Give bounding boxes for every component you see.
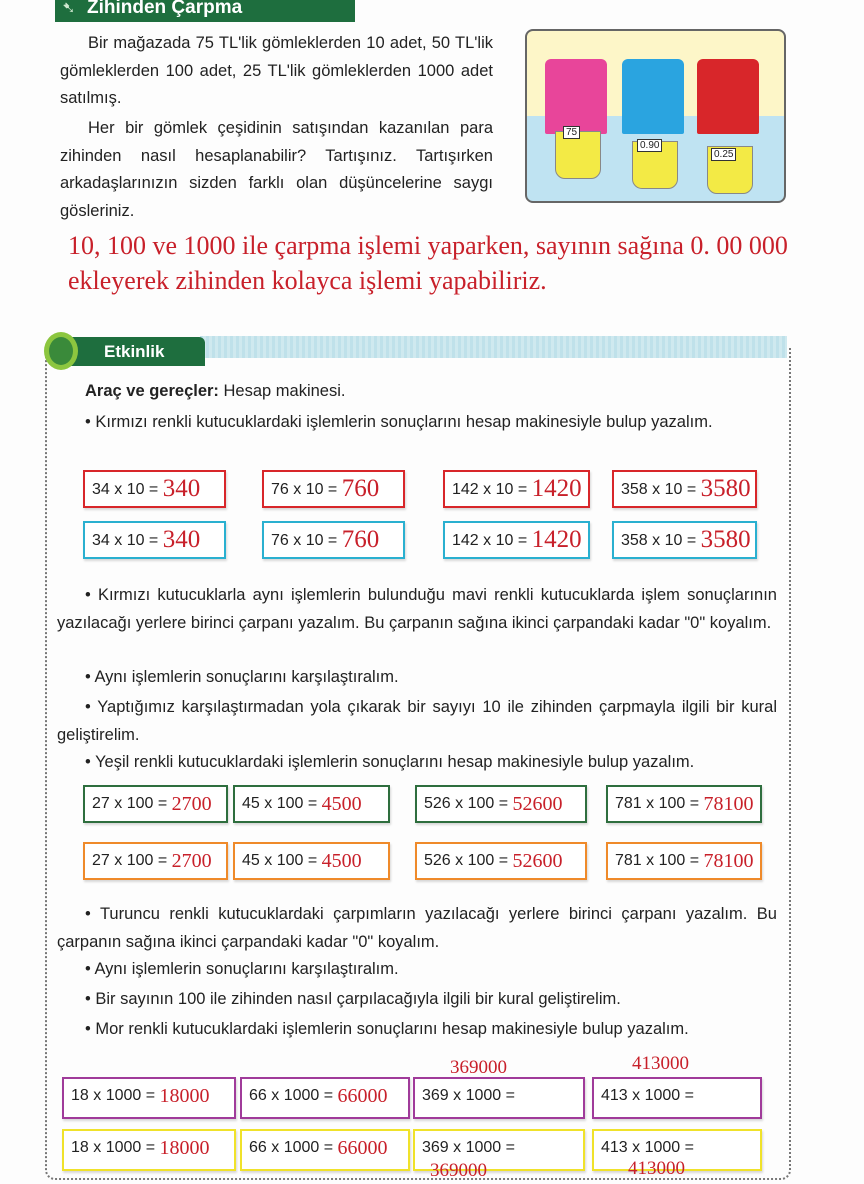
expression: 18 x 1000 = (71, 1087, 156, 1104)
green-exercise-box (415, 785, 587, 823)
orange-exercise-box (606, 842, 762, 880)
instruction-rule-100: • Bir sayının 100 ile zihinden nasıl çarpılacağıyla ilgili bir kural geliştirelim. (85, 990, 621, 1008)
purple-exercise-box (240, 1077, 410, 1119)
expression: 142 x 10 = (452, 481, 528, 498)
answer: 2700 (171, 793, 212, 815)
yellow-exercise-box (62, 1129, 236, 1171)
cycle-icon (44, 332, 78, 370)
orange-exercise-box (233, 842, 390, 880)
materials-value: Hesap makinesi. (223, 382, 346, 400)
green-exercise-box (606, 785, 762, 823)
materials-line (57, 378, 777, 406)
section-title: Zihinden Çarpma (55, 0, 355, 22)
answer: 760 (341, 475, 380, 502)
shirts-illustration (525, 29, 786, 203)
expression: 526 x 100 = (424, 795, 509, 812)
expression: 45 x 100 = (242, 852, 318, 869)
instruction-green: • Yeşil renkli kutucuklardaki işlemlerin sonuçlarını hesap makinesiyle bulup yazalım. (85, 753, 695, 771)
red-exercise-box (83, 470, 226, 508)
expression: 413 x 1000 = (601, 1139, 694, 1156)
instruction-compare-2: • Aynı işlemlerin sonuçlarını karşılaştıralım. (85, 960, 399, 978)
instruction-blue: • Kırmızı kutucuklarla aynı işlemlerin bulunduğu mavi renkli kutucuklarda işlem sonuçlarının yazılacağı yerlere birinci çarpanı yazalım. Bu çarpanın sağına ikinci çarpandaki kadar "0" koyalım. (57, 586, 777, 632)
blue-exercise-box (83, 521, 226, 559)
blue-exercise-box (612, 521, 757, 559)
purple-exercise-box (62, 1077, 236, 1119)
handwritten-answer: 369000 (450, 1057, 507, 1078)
blue-shirt (622, 59, 684, 134)
expression: 18 x 1000 = (71, 1139, 156, 1156)
expression: 526 x 100 = (424, 852, 509, 869)
answer: 78100 (703, 850, 754, 872)
answer: 18000 (159, 1137, 210, 1159)
blue-exercise-box (443, 521, 590, 559)
handwritten-note: 10, 100 ve 1000 ile çarpma işlemi yaparken, sayının sağına 0. 00 000 ekleyerek zihinden kolayca işlemi yapabiliriz. (68, 231, 788, 295)
expression: 66 x 1000 = (249, 1087, 334, 1104)
price-tag: 0.90 (637, 139, 662, 152)
price-tag: 75 (563, 126, 580, 139)
intro-paragraph-2: Her bir gömlek çeşidinin satışından kazanılan para zihinden nasıl hesaplanabilir? Tartışınız. Tartışırken arkadaşlarınızın sizden farklı olan düşüncelerine saygı gösleriniz. (60, 119, 493, 220)
red-exercise-box (262, 470, 405, 508)
arrow-icon: ➷ (62, 0, 76, 17)
expression: 34 x 10 = (92, 481, 159, 498)
red-shirt (697, 59, 759, 134)
answer: 760 (341, 526, 380, 553)
answer: 340 (162, 475, 201, 502)
expression: 76 x 10 = (271, 481, 338, 498)
answer: 3580 (700, 526, 751, 553)
materials-label: Araç ve gereçler: (85, 382, 219, 400)
expression: 413 x 1000 = (601, 1087, 694, 1104)
answer: 52600 (512, 793, 563, 815)
instruction-rule-10: • Yaptığımız karşılaştırmadan yola çıkarak bir sayıyı 10 ile zihinden çarpmayla ilgili bir kural geliştirelim. (57, 698, 777, 744)
expression: 34 x 10 = (92, 532, 159, 549)
orange-exercise-box (415, 842, 587, 880)
expression: 66 x 1000 = (249, 1139, 334, 1156)
expression: 27 x 100 = (92, 852, 168, 869)
handwritten-answer: 413000 (632, 1053, 689, 1074)
answer: 3580 (700, 475, 751, 502)
answer: 1420 (531, 475, 582, 502)
green-exercise-box (83, 785, 228, 823)
answer: 78100 (703, 793, 754, 815)
answer: 18000 (159, 1085, 210, 1107)
answer: 2700 (171, 850, 212, 872)
answer: 4500 (321, 793, 362, 815)
green-exercise-box (233, 785, 390, 823)
purple-exercise-box (592, 1077, 762, 1119)
expression: 45 x 100 = (242, 795, 318, 812)
purple-exercise-box (413, 1077, 585, 1119)
instruction-compare-1: • Aynı işlemlerin sonuçlarını karşılaştıralım. (85, 668, 399, 686)
answer: 1420 (531, 526, 582, 553)
handwritten-answer: 369000 (430, 1160, 487, 1181)
red-exercise-box (612, 470, 757, 508)
expression: 369 x 1000 = (422, 1087, 515, 1104)
red-exercise-box (443, 470, 590, 508)
activity-label: Etkinlik (62, 337, 205, 366)
price-tag: 0.25 (711, 148, 736, 161)
intro-paragraph-1: Bir mağazada 75 TL'lik gömleklerden 10 adet, 50 TL'lik gömleklerden 100 adet, 25 TL'lik gömleklerden 1000 adet satılmış. (60, 34, 493, 107)
expression: 27 x 100 = (92, 795, 168, 812)
pink-shirt (545, 59, 607, 134)
answer: 340 (162, 526, 201, 553)
expression: 76 x 10 = (271, 532, 338, 549)
answer: 66000 (337, 1085, 388, 1107)
answer: 4500 (321, 850, 362, 872)
expression: 369 x 1000 = (422, 1139, 515, 1156)
instruction-orange: • Turuncu renkli kutucuklardaki çarpımların yazılacağı yerlere birinci çarpanı yazalım. Bu çarpanın sağına ikinci çarpandaki kadar "0" koyalım. (57, 905, 777, 951)
instruction-purple: • Mor renkli kutucuklardaki işlemlerin sonuçlarını hesap makinesiyle bulup yazalım. (85, 1020, 689, 1038)
orange-exercise-box (83, 842, 228, 880)
handwritten-answer: 413000 (628, 1158, 685, 1179)
blue-exercise-box (262, 521, 405, 559)
yellow-exercise-box (240, 1129, 410, 1171)
answer: 66000 (337, 1137, 388, 1159)
instruction-red: • Kırmızı renkli kutucuklardaki işlemlerin sonuçlarını hesap makinesiyle bulup yazalım. (85, 413, 713, 431)
answer: 52600 (512, 850, 563, 872)
expression: 142 x 10 = (452, 532, 528, 549)
expression: 781 x 100 = (615, 795, 700, 812)
expression: 781 x 100 = (615, 852, 700, 869)
expression: 358 x 10 = (621, 481, 697, 498)
expression: 358 x 10 = (621, 532, 697, 549)
